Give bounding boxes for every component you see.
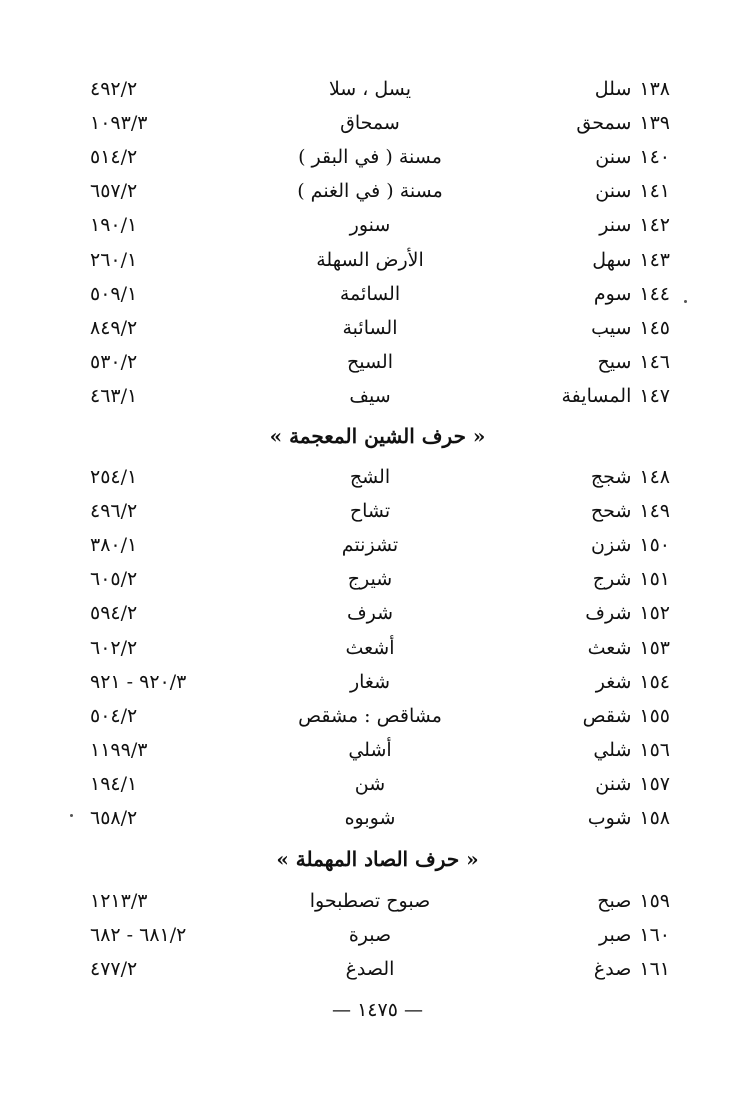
entry-number: ١٥٦ (639, 738, 670, 761)
entry-number: ١٤٠ (639, 146, 670, 169)
index-entry (90, 494, 670, 528)
entry-root (595, 174, 670, 208)
entry-root (591, 494, 670, 528)
entry-word: الشج (349, 466, 391, 488)
entry-number: ١٤٤ (639, 282, 670, 305)
entry-number: ١٤٨ (639, 466, 670, 488)
entry-word: السيح (346, 350, 393, 373)
entry-reference: ٥٩٤/٢ (90, 602, 138, 625)
index-entry (90, 277, 670, 311)
entry-reference: ٦٨١/٢ - ٦٨٢ (90, 924, 187, 947)
entry-root-word: شنن (595, 772, 632, 795)
index-entry (90, 379, 670, 413)
index-entry (90, 918, 670, 952)
entry-number: ١٥٣ (639, 636, 670, 659)
index-entry (90, 140, 670, 174)
entry-word: سيف (349, 384, 391, 407)
entry-root (592, 243, 670, 277)
entry-reference: ٣٨٠/١ (90, 534, 138, 557)
scan-speck (684, 300, 687, 303)
entry-number: ١٥٧ (639, 772, 670, 795)
entry-reference: ١٠٩٣/٣ (90, 112, 148, 135)
entry-number: ١٣٩ (639, 112, 670, 135)
index-entry (90, 596, 670, 630)
index-entry (90, 952, 670, 986)
index-entry (90, 243, 670, 277)
entry-number: ١٥١ (639, 568, 670, 591)
entry-root (597, 884, 670, 918)
entry-root-word: صدغ (593, 958, 632, 981)
entry-number: ١٥٨ (639, 807, 670, 829)
entry-reference: ٦٥٧/٢ (90, 180, 138, 203)
entry-reference: ٩٢٠/٣ - ٩٢١ (90, 670, 187, 693)
entry-root (593, 733, 670, 767)
entry-word: مسنة ( في الغنم ) (297, 180, 443, 203)
entry-root (599, 918, 670, 952)
entry-word: الأرض السهلة (316, 248, 424, 271)
entry-number: ١٥٤ (639, 670, 670, 693)
entry-word: شن (354, 772, 386, 795)
entry-root (583, 699, 670, 733)
entry-root-word: شرف (585, 602, 632, 625)
entry-number: ١٤٩ (639, 500, 670, 523)
entry-root-word: شقص (582, 704, 632, 727)
entry-reference: ٤٩٢/٢ (90, 78, 138, 100)
entry-root (594, 952, 670, 986)
entry-number: ١٥٩ (639, 890, 670, 912)
entry-reference: ١٩٤/١ (90, 772, 138, 795)
entry-root-word: سنن (595, 180, 632, 203)
entry-reference: ٥٣٠/٢ (90, 350, 138, 373)
entry-word: شغار (349, 670, 391, 693)
entry-word: يسل ، سلا (328, 78, 412, 100)
entry-root-word: سلل (594, 78, 632, 100)
entry-word: أشعث (345, 636, 395, 659)
entry-root (595, 72, 670, 106)
entry-root (588, 801, 670, 835)
entry-root (596, 665, 670, 699)
entry-root-word: سيب (591, 316, 632, 339)
index-entry (90, 665, 670, 699)
index-entry (90, 801, 670, 835)
entry-root-word: سمحق (576, 112, 632, 135)
entry-word: سنور (349, 214, 391, 237)
entry-number: ١٤٣ (639, 248, 670, 271)
entry-root (591, 460, 670, 494)
entry-word: تشزنتم (341, 534, 399, 557)
entry-reference: ١١٩٩/٣ (90, 738, 148, 761)
entry-root-word: شزن (591, 534, 632, 557)
section-heading-sad: « حرف الصاد المهملة » (276, 847, 479, 871)
entry-root-word: سوم (593, 282, 632, 305)
index-entry (90, 106, 670, 140)
entry-number: ١٤٦ (639, 350, 670, 373)
entry-word: صبوح تصطبحوا (309, 890, 431, 912)
index-entry (90, 631, 670, 665)
index-entry (90, 562, 670, 596)
entry-reference: ٤٦٣/١ (90, 384, 138, 407)
entry-word: السائبة (342, 316, 398, 339)
entry-number: ١٤٢ (639, 214, 670, 237)
entry-reference: ١٩٠/١ (90, 214, 138, 237)
entry-root-word: شلي (593, 738, 632, 761)
entry-root-word: شعث (587, 636, 632, 659)
entry-root-word: شحح (590, 500, 632, 523)
entry-reference: ١٢١٣/٣ (90, 890, 148, 912)
entry-word: مشاقص : مشقص (298, 704, 442, 727)
index-entry (90, 72, 670, 106)
entry-root-word: سنر (599, 214, 632, 237)
entry-root (599, 208, 670, 242)
index-entry (90, 699, 670, 733)
entry-root (588, 631, 670, 665)
index-entry (90, 733, 670, 767)
index-entry (90, 884, 670, 918)
entry-root-word: سيح (597, 350, 632, 373)
entry-root-word: شوب (587, 807, 632, 829)
index-entry (90, 208, 670, 242)
entry-root (591, 311, 670, 345)
entry-root (597, 345, 670, 379)
entry-word: شرف (346, 602, 394, 625)
entry-reference: ٤٩٦/٢ (90, 500, 138, 523)
entry-root-word: صبح (597, 890, 632, 912)
index-entry (90, 528, 670, 562)
entry-number: ١٥٥ (639, 704, 670, 727)
index-entry (90, 174, 670, 208)
entry-word: شيرج (347, 568, 393, 591)
entry-word: السائمة (339, 282, 401, 305)
index-entry (90, 767, 670, 801)
scan-speck (70, 814, 73, 817)
entry-root (591, 528, 670, 562)
entry-word: سمحاق (340, 112, 400, 135)
entry-word: الصدغ (345, 958, 395, 981)
entry-number: ١٦٠ (639, 924, 670, 947)
entry-reference: ٦٠٥/٢ (90, 568, 138, 591)
entry-number: ١٣٨ (639, 78, 670, 100)
entry-root (595, 767, 670, 801)
index-entry (90, 345, 670, 379)
entry-root (594, 277, 670, 311)
entry-word: أشلي (348, 738, 392, 761)
page-number: — ١٤٧٥ — (332, 999, 423, 1021)
entry-number: ١٥٢ (639, 602, 670, 625)
entry-word: شوبوه (344, 807, 396, 829)
entry-root-word: سهل (592, 248, 632, 271)
entry-number: ١٦١ (639, 958, 670, 981)
entry-reference: ٥٠٩/١ (90, 282, 138, 305)
entry-reference: ٨٤٩/٢ (90, 316, 138, 339)
entry-number: ١٤١ (639, 180, 670, 203)
index-entry (90, 311, 670, 345)
entry-root-word: صبر (599, 924, 632, 947)
entry-root-word: شغر (595, 670, 632, 693)
entry-root (561, 379, 670, 413)
entry-reference: ٦٥٨/٢ (90, 807, 138, 829)
entry-root-word: شرج (592, 568, 632, 591)
entry-root (585, 596, 670, 630)
entry-root-word: سنن (595, 146, 632, 169)
entry-reference: ٢٥٤/١ (90, 466, 138, 488)
entry-number: ١٤٧ (639, 384, 670, 407)
entry-word: صبرة (348, 924, 392, 947)
index-entry (90, 460, 670, 494)
entry-number: ١٥٠ (639, 534, 670, 557)
section-heading-shin: « حرف الشين المعجمة » (269, 424, 486, 448)
entry-root (595, 140, 670, 174)
entry-root-word: المسايفة (561, 384, 632, 407)
entry-reference: ٢٦٠/١ (90, 248, 138, 271)
entry-number: ١٤٥ (639, 316, 670, 339)
entry-root (576, 106, 670, 140)
entry-word: مسنة ( في البقر ) (298, 146, 442, 169)
entry-reference: ٦٠٢/٢ (90, 636, 138, 659)
entry-reference: ٤٧٧/٢ (90, 958, 138, 981)
entry-root-word: شجج (590, 466, 632, 488)
entry-word: تشاح (349, 500, 391, 523)
entry-reference: ٥٠٤/٢ (90, 704, 138, 727)
entry-root (593, 562, 670, 596)
entry-reference: ٥١٤/٢ (90, 146, 138, 169)
